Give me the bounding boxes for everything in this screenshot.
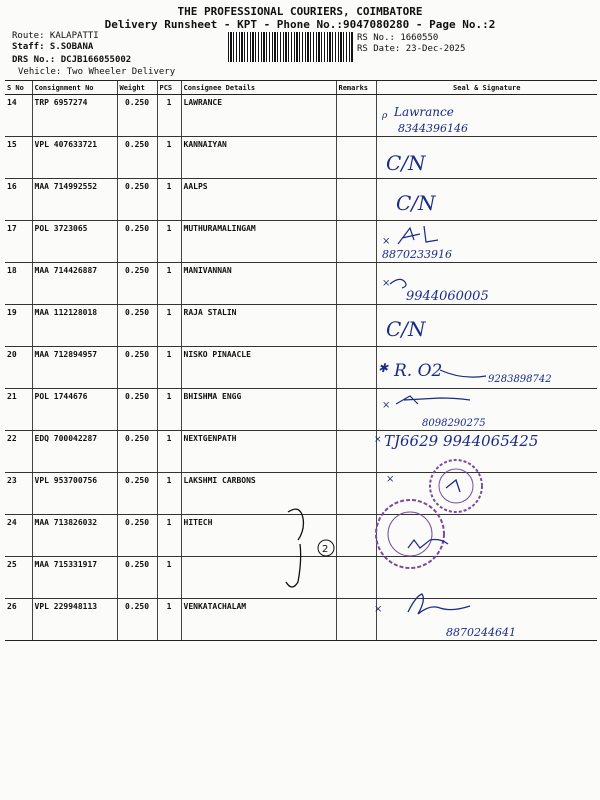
signature-cell	[376, 221, 597, 263]
signature-cell	[376, 305, 597, 347]
hand-text-r15: C/N	[386, 151, 426, 175]
table-row	[5, 347, 597, 389]
col-consignee: Consignee Details	[181, 81, 336, 95]
weight-cell: 0.250	[117, 95, 157, 137]
consignee-cell: KANNAIYAN	[181, 137, 336, 179]
table-row	[5, 515, 597, 557]
sno-cell: 26	[5, 599, 32, 641]
pcs-cell: 1	[157, 347, 181, 389]
col-pcs: PCS	[157, 81, 181, 95]
table-row	[5, 599, 597, 641]
pcs-cell: 1	[157, 179, 181, 221]
barcode	[228, 32, 353, 62]
consignee-cell: MANIVANNAN	[181, 263, 336, 305]
pcs-cell: 1	[157, 137, 181, 179]
consignee-cell: AALPS	[181, 179, 336, 221]
remarks-cell	[336, 515, 376, 557]
runsheet-table	[5, 80, 597, 641]
table-row	[5, 221, 597, 263]
runsheet-subtitle: Delivery Runsheet - KPT - Phone No.:9047080280 - Page No.:2	[104, 18, 496, 31]
remarks-cell	[336, 263, 376, 305]
consignment-cell: VPL 229948113	[32, 599, 117, 641]
table-row	[5, 473, 597, 515]
weight-cell: 0.250	[117, 263, 157, 305]
signature-cell	[376, 473, 597, 515]
sno-cell: 24	[5, 515, 32, 557]
hand-text-r20-name: R. O2	[394, 361, 443, 381]
hand-text-r22: TJ6629 9944065425	[384, 432, 539, 450]
signature-cell	[376, 137, 597, 179]
table-header-row	[5, 81, 597, 95]
signature-cell	[376, 515, 597, 557]
remarks-cell	[336, 557, 376, 599]
svg-text:×: ×	[386, 474, 395, 485]
consignee-cell: LAKSHMI CARBONS	[181, 473, 336, 515]
route-label: Route: KALAPATTI	[12, 31, 99, 41]
remarks-cell	[336, 137, 376, 179]
col-remarks: Remarks	[336, 81, 376, 95]
vehicle-label: Vehicle: Two Wheeler Delivery	[18, 67, 176, 77]
col-signature: Seal & Signature	[376, 81, 597, 95]
remarks-cell	[336, 179, 376, 221]
pcs-cell: 1	[157, 389, 181, 431]
svg-text:×: ×	[374, 604, 383, 615]
rs-no-label: RS No.: 1660550	[357, 33, 439, 43]
table-row	[5, 95, 597, 137]
hand-text-r17-phone: 8870233916	[382, 248, 452, 261]
weight-cell: 0.250	[117, 515, 157, 557]
weight-cell: 0.250	[117, 599, 157, 641]
hand-text-r19: C/N	[386, 317, 426, 341]
consignment-cell: MAA 714426887	[32, 263, 117, 305]
remarks-cell	[336, 95, 376, 137]
pcs-cell: 1	[157, 263, 181, 305]
table-row	[5, 263, 597, 305]
svg-text:×: ×	[382, 278, 391, 289]
weight-cell: 0.250	[117, 347, 157, 389]
table-row	[5, 137, 597, 179]
weight-cell: 0.250	[117, 473, 157, 515]
signature-cell	[376, 557, 597, 599]
consignment-cell: VPL 407633721	[32, 137, 117, 179]
consignee-cell: LAWRANCE	[181, 95, 336, 137]
consignee-cell: NEXTGENPATH	[181, 431, 336, 473]
sno-cell: 18	[5, 263, 32, 305]
consignee-cell: BHISHMA ENGG	[181, 389, 336, 431]
pcs-cell: 1	[157, 473, 181, 515]
table-row	[5, 557, 597, 599]
svg-text:✱: ✱	[378, 361, 389, 375]
signature-cell	[376, 347, 597, 389]
pcs-cell: 1	[157, 431, 181, 473]
weight-cell: 0.250	[117, 389, 157, 431]
sno-cell: 21	[5, 389, 32, 431]
remarks-cell	[336, 599, 376, 641]
hand-text-r26-phone: 8870244641	[446, 626, 516, 639]
signature-cell	[376, 179, 597, 221]
svg-text:ρ: ρ	[382, 111, 388, 121]
consignment-cell: POL 3723065	[32, 221, 117, 263]
consignee-cell: HITECH	[181, 515, 336, 557]
consignment-cell: MAA 712894957	[32, 347, 117, 389]
rs-date-label: RS Date: 23-Dec-2025	[357, 44, 466, 54]
table-row	[5, 431, 597, 473]
sno-cell: 22	[5, 431, 32, 473]
hand-text-r21-phone: 8098290275	[422, 418, 486, 429]
pcs-cell: 1	[157, 557, 181, 599]
pcs-cell: 1	[157, 515, 181, 557]
weight-cell: 0.250	[117, 137, 157, 179]
remarks-cell	[336, 305, 376, 347]
pcs-cell: 1	[157, 95, 181, 137]
pcs-cell: 1	[157, 599, 181, 641]
table-row	[5, 389, 597, 431]
pcs-cell: 1	[157, 221, 181, 263]
consignment-cell: MAA 112128018	[32, 305, 117, 347]
pcs-cell: 1	[157, 305, 181, 347]
table-row	[5, 305, 597, 347]
weight-cell: 0.250	[117, 557, 157, 599]
sno-cell: 20	[5, 347, 32, 389]
consignee-cell: MUTHURAMALINGAM	[181, 221, 336, 263]
remarks-cell	[336, 389, 376, 431]
hand-text-r20-phone: 9283898742	[488, 374, 552, 385]
sno-cell: 19	[5, 305, 32, 347]
consignment-cell: MAA 714992552	[32, 179, 117, 221]
runsheet-title: THE PROFESSIONAL COURIERS, COIMBATORE	[177, 5, 423, 18]
drs-label: DRS No.: DCJB166055002	[12, 55, 132, 65]
weight-cell: 0.250	[117, 431, 157, 473]
consignee-cell: NISKO PINAACLE	[181, 347, 336, 389]
consignment-cell: EDQ 700042287	[32, 431, 117, 473]
signature-cell	[376, 263, 597, 305]
mark-2: 2	[322, 544, 329, 555]
hand-text-r14-phone: 8344396146	[398, 122, 468, 135]
consignee-cell: VENKATACHALAM	[181, 599, 336, 641]
consignee-cell	[181, 557, 336, 599]
table-row	[5, 179, 597, 221]
weight-cell: 0.250	[117, 221, 157, 263]
col-sno: S No	[5, 81, 32, 95]
hand-text-r18-phone: 9944060005	[406, 289, 489, 304]
signature-cell	[376, 95, 597, 137]
consignment-cell: MAA 715331917	[32, 557, 117, 599]
sno-cell: 23	[5, 473, 32, 515]
consignment-cell: TRP 6957274	[32, 95, 117, 137]
staff-label: Staff: S.SOBANA	[12, 42, 94, 52]
hand-text-r16: C/N	[396, 191, 436, 215]
sno-cell: 16	[5, 179, 32, 221]
hand-text-r14-name: Lawrance	[394, 105, 454, 119]
consignment-cell: VPL 953700756	[32, 473, 117, 515]
sno-cell: 25	[5, 557, 32, 599]
sno-cell: 15	[5, 137, 32, 179]
signature-cell	[376, 389, 597, 431]
signature-cell	[376, 599, 597, 641]
consignee-cell: RAJA STALIN	[181, 305, 336, 347]
remarks-cell	[336, 473, 376, 515]
sno-cell: 17	[5, 221, 32, 263]
col-weight: Weight	[117, 81, 157, 95]
remarks-cell	[336, 221, 376, 263]
weight-cell: 0.250	[117, 305, 157, 347]
weight-cell: 0.250	[117, 179, 157, 221]
consignment-cell: POL 1744676	[32, 389, 117, 431]
sno-cell: 14	[5, 95, 32, 137]
consignment-cell: MAA 713826032	[32, 515, 117, 557]
col-consignment: Consignment No	[32, 81, 117, 95]
signature-cell	[376, 431, 597, 473]
remarks-cell	[336, 431, 376, 473]
svg-text:×: ×	[382, 400, 391, 411]
svg-text:×: ×	[374, 435, 382, 445]
svg-text:×: ×	[382, 236, 391, 247]
remarks-cell	[336, 347, 376, 389]
